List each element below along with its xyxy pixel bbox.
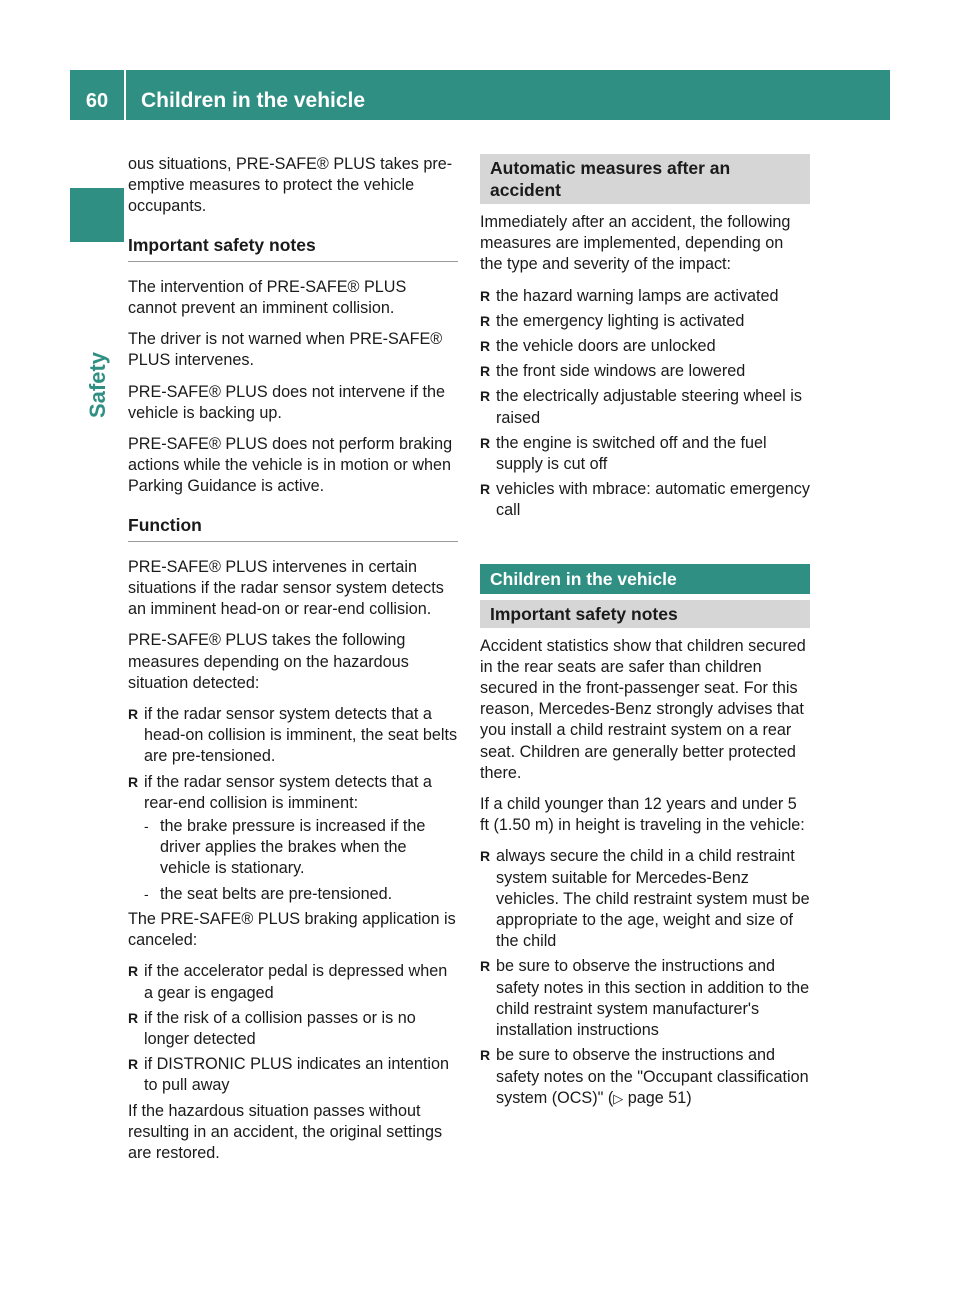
left-column [128, 154, 458, 1174]
cancel-list [128, 961, 458, 1096]
paragraph: If a child younger than 12 years and under 5 ft (1.50 m) in height is traveling in the vehicle: [480, 795, 805, 835]
paragraph: The driver is not warned when PRE-SAFE® PLUS intervenes. [128, 330, 443, 370]
heading-automatic-measures: Automatic measures after an accident [480, 154, 810, 204]
list-item: R vehicles with mbrace: automatic emergency call [480, 479, 810, 521]
list-item: R the emergency lighting is activated [480, 311, 810, 332]
paragraph: PRE-SAFE® PLUS does not intervene if the vehicle is backing up. [128, 382, 445, 422]
list-item: R the hazard warning lamps are activated [480, 286, 810, 307]
section-label: Safety [85, 351, 110, 419]
heading-important-safety-notes-2: Important safety notes [480, 600, 810, 628]
list-item: R always secure the child in a child restraint system suitable for Mercedes-Benz vehicles. The child restraint system must be appropriate to the age, weight and size of the child [480, 846, 810, 952]
header-divider [124, 70, 126, 120]
page-ref-arrow-icon: ▷ [613, 1090, 624, 1106]
page-title: Children in the vehicle [141, 89, 366, 112]
paragraph: Accident statistics show that children secured in the rear seats are safer than children secured in the front-passenger seat. For this reason, Mercedes-Benz strongly advises that you install a child restraint system on a rear seat. Children are generally better protected there. [480, 636, 806, 782]
section-tab [70, 188, 124, 242]
measures-list [128, 704, 458, 905]
list-item: R the engine is switched off and the fuel supply is cut off [480, 433, 810, 475]
sub-list-item: - the seat belts are pre-tensioned. [144, 884, 458, 905]
accident-measures-list [480, 286, 810, 522]
list-item: R if the accelerator pedal is depressed when a gear is engaged [128, 961, 458, 1003]
heading-function: Function [128, 515, 458, 542]
list-item: R if the risk of a collision passes or is no longer detected [128, 1008, 458, 1050]
paragraph: The intervention of PRE-SAFE® PLUS cannot prevent an imminent collision. [128, 277, 407, 318]
paragraph: PRE-SAFE® PLUS does not perform braking actions while the vehicle is in motion or when Parking Guidance is active. [128, 435, 453, 496]
paragraph: PRE-SAFE® PLUS intervenes in certain situations if the radar sensor system detects an imminent head-on or rear-end collision. [128, 557, 444, 619]
child-safety-list [480, 846, 810, 1108]
paragraph: PRE-SAFE® PLUS takes the following measures depending on the hazardous situation detected: [128, 631, 409, 692]
sub-list [144, 816, 458, 905]
list-item: R if the radar sensor system detects that a head-on collision is imminent, the seat belts are pre-tensioned. [128, 704, 458, 768]
list-item: R the vehicle doors are unlocked [480, 336, 810, 357]
list-item: R be sure to observe the instructions and safety notes on the "Occupant classification system (OCS)" (▷ page 51) [480, 1045, 810, 1109]
list-item: R be sure to observe the instructions and safety notes in this section in addition to the child restraint system manufacturer's installation instructions [480, 956, 810, 1041]
page-number: 60 [85, 90, 109, 112]
list-item: R the electrically adjustable steering wheel is raised [480, 386, 810, 428]
list-item: R the front side windows are lowered [480, 361, 810, 382]
paragraph: Immediately after an accident, the following measures are implemented, depending on the type and severity of the impact: [480, 213, 791, 274]
sub-list-item: - the brake pressure is increased if the driver applies the brakes when the vehicle is stationary. [144, 816, 458, 880]
list-item: R if the radar sensor system detects that a rear-end collision is imminent: - the brake pressure is increased if the driver applies the brakes when the vehicle is stationary. - the seat belts are pre-tensioned. [128, 772, 458, 905]
list-item: R if DISTRONIC PLUS indicates an intention to pull away [128, 1054, 458, 1096]
paragraph: If the hazardous situation passes without resulting in an accident, the original settings are restored. [128, 1101, 443, 1162]
heading-important-safety-notes: Important safety notes [128, 235, 458, 262]
page-reference-link[interactable]: page 51) [627, 1088, 692, 1107]
paragraph: The PRE-SAFE® PLUS braking application is canceled: [128, 909, 456, 950]
heading-children-in-vehicle: Children in the vehicle [480, 564, 810, 594]
right-column [480, 154, 810, 1113]
intro-paragraph: ous situations, PRE-SAFE® PLUS takes pre-emptive measures to protect the vehicle occupants. [128, 155, 453, 216]
